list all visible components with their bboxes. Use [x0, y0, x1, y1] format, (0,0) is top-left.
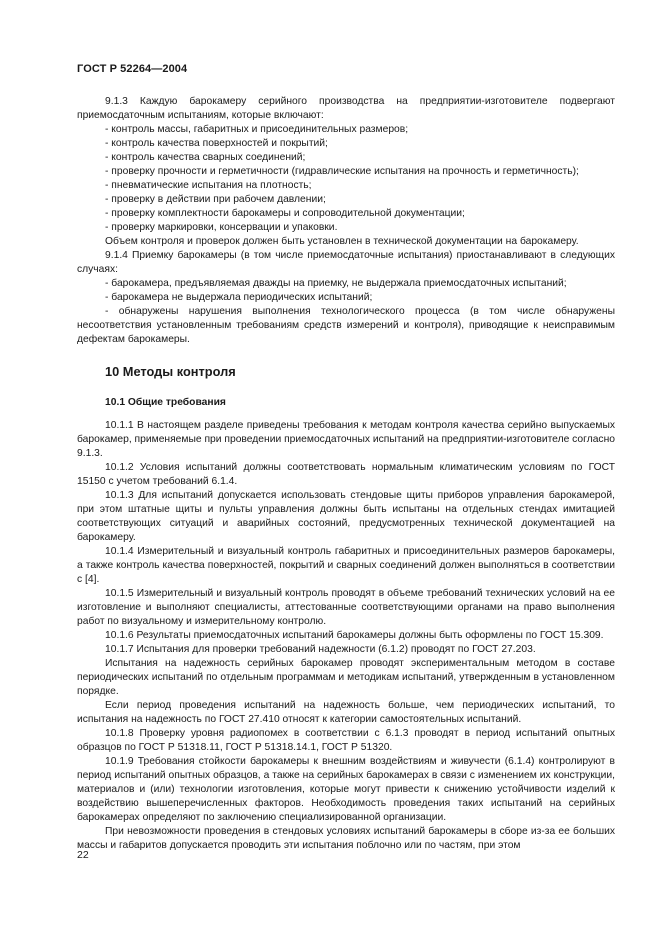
- paragraph-9-1-3: 9.1.3 Каждую барокамеру серийного производства на предприятии-изготовителе подвергают приемосдаточным испытаниям, которые включают:: [77, 96, 615, 121]
- document-code-header: ГОСТ Р 52264—2004: [77, 63, 188, 75]
- paragraph-10-1-2: 10.1.2 Условия испытаний должны соответствовать нормальным климатическим условиям по ГОСТ 15150 с учетом требований 6.1.4.: [77, 462, 615, 487]
- paragraph-10-1-9: 10.1.9 Требования стойкости барокамеры к внешним воздействиям и живучести (6.1.4) контролируют в период испытаний опытных образцов, а также на серийных барокамерах в связи с изменением их конструкции, материалов и (или) технологии изготовления, которые могут привести к снижению устойчивости изделий к воздействию вышеперечисленных факторов. Необходимость проведения таких испытаний на серийных барокамерах определяют по заключению специализированной организации.: [77, 756, 615, 823]
- paragraph-10-1-8: 10.1.8 Проверку уровня радиопомех в соответствии с 6.1.3 проводят в период испытаний опытных образцов по ГОСТ Р 51318.11, ГОСТ Р 51318.14.1, ГОСТ Р 51320.: [77, 728, 615, 753]
- paragraph-10-1-6: 10.1.6 Результаты приемосдаточных испытаний барокамеры должны быть оформлены по ГОСТ 15.309.: [105, 630, 604, 641]
- paragraph-10-1-7-a: Испытания на надежность серийных барокамер проводят экспериментальным методом в составе периодических испытаний по отдельным программам и методикам испытаний, утвержденным в установленном порядке.: [77, 658, 615, 697]
- page-content: [77, 95, 615, 853]
- paragraph-10-1-7: 10.1.7 Испытания для проверки требований надежности (6.1.2) проводят по ГОСТ 27.203.: [105, 644, 536, 655]
- list-item: - барокамера не выдержала периодических испытаний;: [105, 292, 373, 303]
- list-item: - пневматические испытания на плотность;: [105, 180, 312, 191]
- paragraph-10-1-3: 10.1.3 Для испытаний допускается использовать стендовые щиты приборов управления барокамерой, при этом штатные щиты и пульты управления должны быть испытаны на отдельных стендах имитацией соответствующих ситуаций и аварийных состояний, предусмотренных технической документацией на барокамеру.: [77, 490, 615, 543]
- list-item: - проверку в действии при рабочем давлении;: [105, 194, 326, 205]
- list-item: - барокамера, предъявляемая дважды на приемку, не выдержала приемосдаточных испытаний;: [105, 278, 567, 289]
- paragraph-10-1-1: 10.1.1 В настоящем разделе приведены требования к методам контроля качества серийно выпускаемых барокамер, применяемые при проведении приемосдаточных испытаний на предприятии-изготовителе согласно 9.1.3.: [77, 420, 615, 459]
- section-title-10: 10 Методы контроля: [105, 364, 236, 379]
- paragraph-9-1-3-tail: Объем контроля и проверок должен быть установлен в технической документации на барокамеру.: [105, 236, 579, 247]
- subsection-title-10-1: 10.1 Общие требования: [105, 397, 226, 408]
- paragraph-10-1-4: 10.1.4 Измерительный и визуальный контроль габаритных и присоединительных размеров барокамеры, а также контроль качества поверхностей, покрытий и сварных соединений должен выполняться в соответствии с [4].: [77, 546, 615, 585]
- list-item: - проверку маркировки, консервации и упаковки.: [105, 222, 338, 233]
- list-item: - контроль качества поверхностей и покрытий;: [105, 138, 328, 149]
- list-item: - обнаружены нарушения выполнения технологического процесса (в том числе обнаружены несоответствия установленным требованиям средств измерений и контроля), приводящие к неисправимым дефектам барокамеры.: [77, 306, 615, 345]
- list-item: - проверку комплектности барокамеры и сопроводительной документации;: [105, 208, 465, 219]
- page-number: 22: [77, 849, 89, 861]
- paragraph-10-1-7-b: Если период проведения испытаний на надежность больше, чем периодических испытаний, то испытания на надежность по ГОСТ 27.410 относят к категории самостоятельных испытаний.: [77, 700, 615, 725]
- paragraph-10-1-9-a: При невозможности проведения в стендовых условиях испытаний барокамеры в сборе из-за ее больших массы и габаритов допускается проводить эти испытания поблочно или по частям, при этом: [77, 826, 615, 851]
- list-item: - контроль качества сварных соединений;: [105, 152, 306, 163]
- list-item: - проверку прочности и герметичности (гидравлические испытания на прочность и герметичность);: [105, 166, 579, 177]
- paragraph-10-1-5: 10.1.5 Измерительный и визуальный контроль проводят в объеме требований технических условий на ее изготовление и выполняют специалисты, аттестованные соответствующими органами на право выполнения работ по визуальному и измерительному контролю.: [77, 588, 615, 627]
- list-item: - контроль массы, габаритных и присоединительных размеров;: [105, 124, 409, 135]
- paragraph-9-1-4: 9.1.4 Приемку барокамеры (в том числе приемосдаточные испытания) приостанавливают в следующих случаях:: [77, 250, 615, 275]
